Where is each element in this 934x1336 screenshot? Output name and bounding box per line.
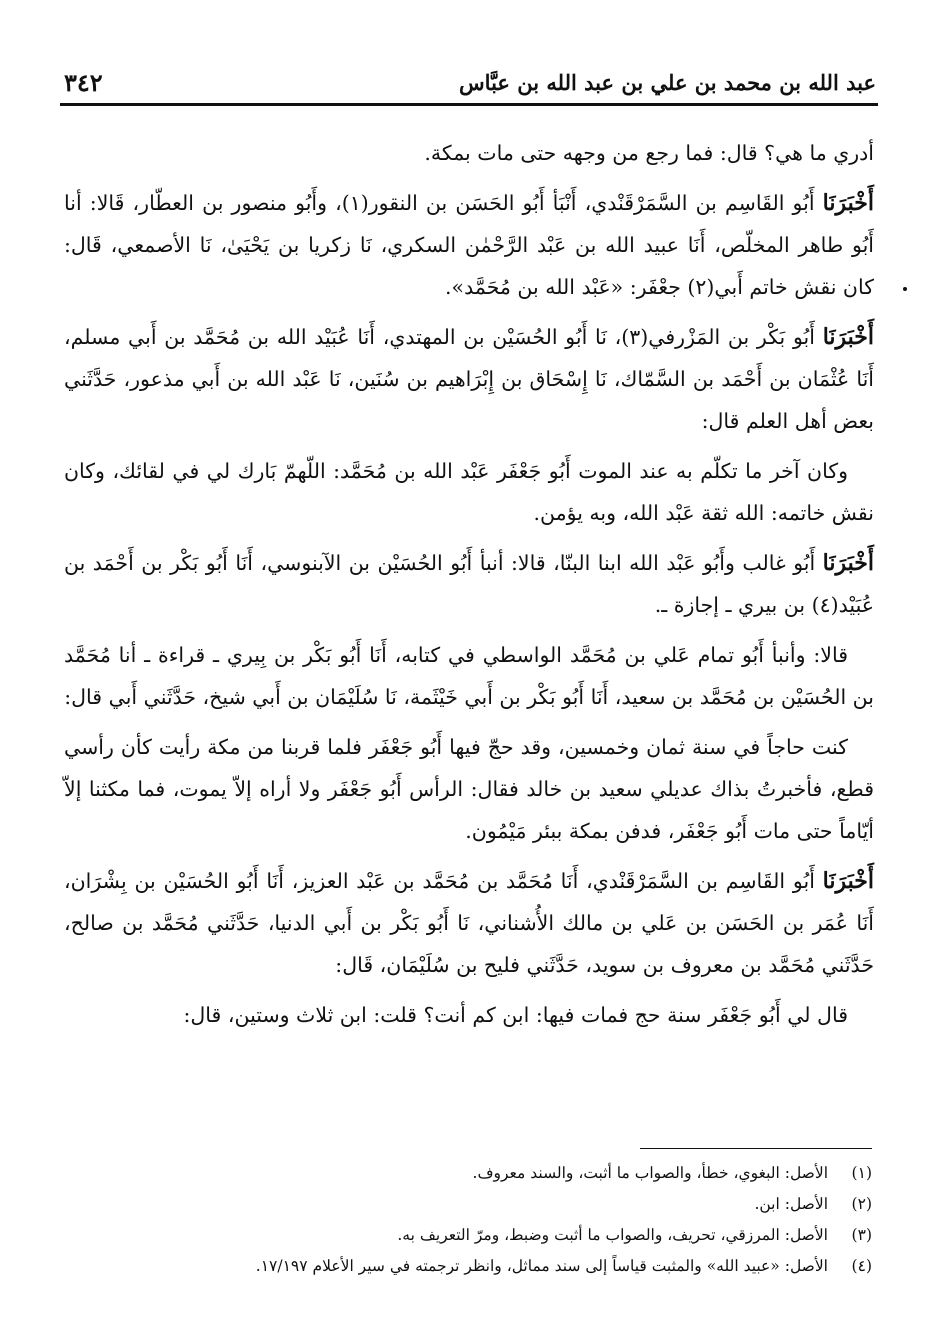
paragraph-text: كنت حاجاً في سنة ثمان وخمسين، وقد حجّ فيها أَبُو جَعْفَر فلما قربنا من مكة رأيت كأن رأسي قطع، فأخبرتُ بذاك عديلي سعيد بن خالد فقال: الرأس أَبُو جَعْفَر ولا أراه إلاّ يموت، فما مكثنا إلاّ أيّاماً حتى مات أَبُو جَعْفَر، فدفن بمكة ببئر مَيْمُون. bbox=[64, 735, 874, 843]
running-title: عبد الله بن محمد بن علي بن عبد الله بن عبَّاس bbox=[459, 69, 876, 95]
footnotes bbox=[64, 1158, 872, 1282]
footnote-number: (١) bbox=[851, 1164, 872, 1182]
page-header bbox=[64, 64, 876, 100]
paragraph-2 bbox=[64, 182, 874, 308]
keyword-akhbarana: أَخْبَرَنَا bbox=[822, 868, 874, 894]
body-text bbox=[64, 132, 874, 1044]
footnote-separator bbox=[640, 1148, 872, 1149]
page-number: ٣٤٢ bbox=[64, 67, 103, 97]
footnote-number: (٤) bbox=[851, 1257, 872, 1275]
paragraph-text: وكان آخر ما تكلّم به عند الموت أَبُو جَعْفَر عَبْد الله بن مُحَمَّد: اللّهمّ بَارك لي في لقائك، وكان نقش خاتمه: الله ثقة عَبْد الله، وبه يؤمن. bbox=[64, 459, 874, 525]
paragraph-6 bbox=[64, 634, 874, 718]
footnote-1 bbox=[64, 1158, 872, 1189]
footnote-number: (٢) bbox=[851, 1195, 872, 1213]
paragraph-3 bbox=[64, 316, 874, 442]
footnote-2 bbox=[64, 1189, 872, 1220]
paragraph-text: أدري ما هي؟ قال: فما رجع من وجهه حتى مات بمكة. bbox=[424, 141, 874, 165]
footnote-text: الأصل: «عبيد الله» والمثبت قياساً إلى سند مماثل، وانظر ترجمته في سير الأعلام ١٧/١٩٧. bbox=[255, 1257, 828, 1275]
footnote-4 bbox=[64, 1251, 872, 1282]
paragraph-5 bbox=[64, 542, 874, 626]
footnote-text: الأصل: البغوي، خطأ، والصواب ما أثبت، والسند معروف. bbox=[472, 1164, 828, 1182]
keyword-akhbarana: أَخْبَرَنَا bbox=[822, 190, 874, 216]
margin-mark bbox=[903, 287, 907, 291]
paragraph-text: أَبُو بَكْر بن المَزْرفي(٣)، نَا أَبُو الحُسَيْن بن المهتدي، أَنَا عُبَيْد الله بن مُحَمَّد بن أَبي مسلم، أَنَا عُثْمَان بن أَحْمَد بن السَّمّاك، نَا إِسْحَاق بن إِبْرَاهيم بن سُنَين، نَا عَبْد الله بن أَبي مذعور، حَدَّثَني بعض أهل العلم قال: bbox=[64, 325, 874, 433]
paragraph-9 bbox=[64, 994, 874, 1036]
footnote-3 bbox=[64, 1220, 872, 1251]
paragraph-text: أَبُو القَاسِم بن السَّمَرْقَنْدي، أَنْبَأ أَبُو الحَسَن بن النقور(١)، وأَبُو منصور بن العطّار، قَالا: أنا أَبُو طاهر المخلّص، أَنَا عبيد الله بن عَبْد الرَّحْمٰن السكري، نَا زكريا بن يَحْيَىٰ، نَا الأصمعي، قَال: كان نقش خاتم أَبي(٢) جعْفَر: «عَبْد الله بن مُحَمَّد». bbox=[64, 191, 874, 299]
paragraph-text: أَبُو القَاسِم بن السَّمَرْقَنْدي، أَنَا مُحَمَّد بن مُحَمَّد بن عَبْد العزيز، أَنَا أَبُو الحُسَيْن بن بِشْرَان، أَنَا عُمَر بن الحَسَن بن عَلي بن مالك الأُشناني، نَا أَبُو بَكْر بن أَبي الدنيا، حَدَّثَني مُحَمَّد بن صالح، حَدَّثَني مُحَمَّد بن معروف بن سويد، حَدَّثَني فليح بن سُلَيْمَان، قَال: bbox=[64, 869, 874, 977]
paragraph-text: قالا: وأنبأ أَبُو تمام عَلي بن مُحَمَّد الواسطي في كتابه، أَنَا أَبُو بَكْر بن بِيري ـ قراءة ـ أنا مُحَمَّد بن الحُسَيْن بن مُحَمَّد بن سعيد، أَنَا أَبُو بَكْر بن أَبي خَيْثَمة، نَا سُلَيْمَان بن أَبي شيخ، حَدَّثَني أَبي قال: bbox=[64, 643, 874, 709]
paragraph-1 bbox=[64, 132, 874, 174]
paragraph-text: قال لي أَبُو جَعْفَر سنة حج فمات فيها: ابن كم أنت؟ قلت: ابن ثلاث وستين، قال: bbox=[183, 1003, 848, 1027]
footnote-text: الأصل: المرزقي، تحريف، والصواب ما أثبت وضبط، ومرّ التعريف به. bbox=[397, 1226, 828, 1244]
keyword-akhbarana: أَخْبَرَنَا bbox=[822, 550, 874, 576]
paragraph-7 bbox=[64, 726, 874, 852]
paragraph-8 bbox=[64, 860, 874, 986]
footnote-text: الأصل: ابن. bbox=[754, 1195, 828, 1213]
keyword-akhbarana: أَخْبَرَنَا bbox=[822, 324, 875, 350]
paragraph-text: أَبُو غالب وأَبُو عَبْد الله ابنا البنّا، قالا: أنبأ أَبُو الحُسَيْن بن الآبنوسي، أَنَا أَبُو بَكْر بن أَحْمَد بن عُبَيْد(٤) بن بيري ـ إجازة ـ. bbox=[64, 551, 874, 617]
paragraph-4 bbox=[64, 450, 874, 534]
header-rule bbox=[60, 103, 878, 106]
footnote-number: (٣) bbox=[851, 1226, 872, 1244]
